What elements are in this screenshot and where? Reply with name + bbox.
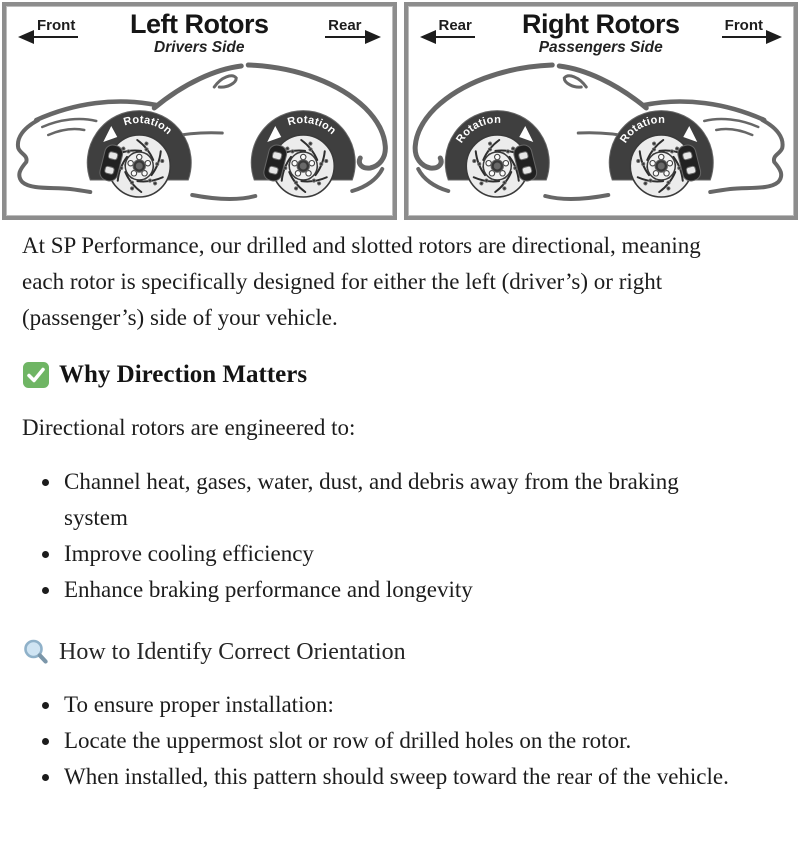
panel-subtitle: Drivers Side	[154, 39, 245, 56]
right-rotors-panel	[404, 2, 799, 220]
lead-paragraph: Directional rotors are engineered to:	[22, 415, 356, 440]
heading-text: Why Direction Matters	[59, 361, 308, 388]
section-heading-why-direction-matters	[22, 360, 734, 390]
direction-label-rear	[325, 18, 380, 38]
direction-text: Front	[34, 18, 78, 38]
list-item: • Enhance braking performance and longevity	[62, 572, 734, 608]
right-car-diagram	[408, 62, 795, 220]
rotation-label: Rotation	[122, 113, 175, 138]
orientation-list	[22, 687, 734, 795]
article-body	[0, 220, 734, 849]
magnifying-glass-icon	[22, 638, 50, 666]
panel-header	[408, 6, 795, 62]
panel-subtitle: Passengers Side	[538, 39, 663, 56]
check-mark-icon	[22, 361, 50, 389]
heading-text: How to Identify Correct Orientation	[59, 639, 406, 665]
section-heading-identify-orientation	[22, 638, 734, 667]
panel-title: Right Rotors	[522, 9, 680, 39]
rotation-label: Rotation	[286, 113, 339, 138]
right-arrow-icon	[766, 30, 782, 44]
panel-header	[6, 6, 393, 62]
list-item: • Improve cooling efficiency	[62, 536, 734, 572]
direction-text: Rear	[325, 18, 364, 38]
direction-label-front	[722, 18, 782, 38]
rotor-direction-diagram	[0, 0, 800, 220]
list-item: • To ensure proper installation:	[62, 687, 734, 723]
intro-paragraph: At SP Performance, our drilled and slotted rotors are directional, meaning each rotor is specifically designed for either the left (driver’s) or right (passenger’s) side of your vehicle.	[22, 233, 701, 330]
direction-text: Front	[722, 18, 766, 38]
direction-text: Rear	[436, 18, 475, 38]
benefits-list	[22, 464, 734, 608]
left-rotors-panel	[2, 2, 397, 220]
panel-title: Left Rotors	[130, 9, 269, 39]
rotation-label: Rotation	[617, 113, 665, 146]
rotation-label: Rotation	[453, 113, 501, 146]
left-car-diagram	[6, 62, 393, 220]
list-item: • When installed, this pattern should sweep toward the rear of the vehicle.	[62, 759, 734, 795]
list-item: • Locate the uppermost slot or row of drilled holes on the rotor.	[62, 723, 734, 759]
list-item: • Channel heat, gases, water, dust, and debris away from the braking system	[62, 464, 734, 536]
right-arrow-icon	[365, 30, 381, 44]
